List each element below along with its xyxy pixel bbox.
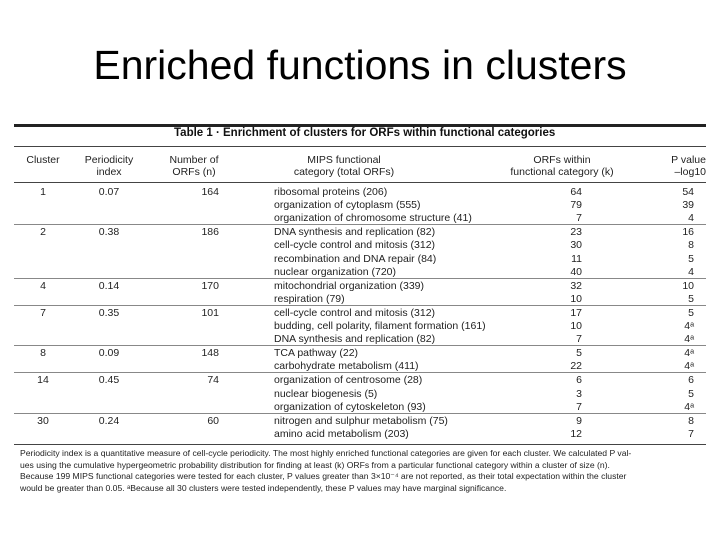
cell-p-value: 5: [688, 292, 694, 305]
header-p-value: P value –log10: [671, 154, 706, 178]
cell-k: 7: [576, 333, 582, 346]
cell-category: organization of cytoplasm (555): [274, 199, 421, 212]
table-row: [14, 360, 706, 372]
cell-p-value: 4ᵃ: [684, 320, 694, 332]
cell-p-value: 5: [688, 306, 694, 319]
table-row: [14, 307, 706, 319]
cell-p-value: 39: [682, 199, 694, 212]
cell-periodicity: 0.35: [98, 306, 120, 319]
cluster-separator: [14, 224, 706, 225]
cell-k: 10: [570, 320, 582, 332]
cell-category: organization of cytoskeleton (93): [274, 400, 426, 413]
cell-k: 12: [570, 427, 582, 440]
cell-periodicity: 0.07: [98, 186, 120, 198]
cell-k: 40: [570, 265, 582, 278]
table-row: [14, 388, 706, 400]
cell-p-value: 6: [688, 374, 694, 387]
cell-p-value: 16: [682, 226, 694, 239]
cell-p-value: 7: [688, 427, 694, 440]
cell-p-value: 5: [688, 387, 694, 400]
cell-number: 170: [201, 279, 219, 292]
slide-title: Enriched functions in clusters: [93, 42, 627, 88]
cell-periodicity: 0.24: [98, 414, 120, 427]
table-row: [14, 333, 706, 345]
table-row: [14, 347, 706, 359]
cell-k: 22: [570, 360, 582, 373]
cluster-separator: [14, 305, 706, 306]
table-caption: Table 1 · Enrichment of clusters for ORFs within functional categories: [174, 127, 556, 139]
table-row: [14, 280, 706, 292]
cell-number: 74: [207, 374, 219, 387]
cell-number: 148: [201, 347, 219, 360]
header-number: Number of ORFs (n): [169, 154, 219, 178]
cell-category: mitochondrial organization (339): [274, 279, 424, 292]
header-periodicity: Periodicity index: [84, 154, 134, 178]
cell-p-value: 8: [688, 414, 694, 427]
cell-k: 11: [571, 252, 582, 265]
table-row: [14, 199, 706, 211]
cell-category: nuclear biogenesis (5): [274, 387, 378, 400]
cell-category: TCA pathway (22): [274, 347, 359, 360]
cell-cluster: 1: [40, 186, 46, 198]
cell-category: budding, cell polarity, filament formation (161): [274, 320, 486, 332]
cell-category: amino acid metabolism (203): [274, 427, 409, 440]
table-row: [14, 266, 706, 278]
cluster-separator: [14, 413, 706, 414]
cell-periodicity: 0.09: [98, 347, 120, 360]
cell-p-value: 54: [682, 186, 694, 198]
cell-k: 3: [576, 387, 582, 400]
cell-periodicity: 0.14: [98, 279, 120, 292]
cell-cluster: 8: [40, 347, 46, 360]
cluster-separator: [14, 345, 706, 346]
cell-k: 79: [570, 199, 582, 212]
header-orfs-within: ORFs within functional category (k): [510, 154, 614, 178]
column-rule: [14, 182, 706, 183]
header-rule: [14, 146, 706, 147]
cell-k: 23: [570, 226, 582, 239]
cell-category: cell-cycle control and mitosis (312): [274, 239, 436, 252]
table-row: [14, 320, 706, 332]
cell-category: carbohydrate metabolism (411): [274, 360, 419, 373]
cell-category: organization of chromosome structure (41): [274, 212, 472, 225]
table-row: [14, 415, 706, 427]
cell-number: 60: [207, 414, 219, 427]
cell-category: nuclear organization (720): [274, 265, 396, 278]
cell-p-value: 8: [688, 239, 694, 252]
cell-p-value: 4: [688, 265, 694, 278]
cell-k: 5: [576, 347, 582, 360]
cell-k: 30: [570, 239, 582, 252]
cell-p-value: 4ᵃ: [684, 400, 694, 413]
cell-p-value: 4: [688, 212, 694, 225]
enrichment-table: [14, 124, 706, 497]
cell-category: ribosomal proteins (206): [274, 186, 388, 198]
cell-category: organization of centrosome (28): [274, 374, 423, 387]
table-row: [14, 374, 706, 386]
cell-p-value: 4ᵃ: [684, 360, 694, 373]
cell-k: 10: [570, 292, 582, 305]
cell-k: 6: [576, 374, 582, 387]
table-row: [14, 212, 706, 224]
cell-category: DNA synthesis and replication (82): [274, 226, 436, 239]
cell-p-value: 4ᵃ: [684, 333, 694, 346]
table-row: [14, 293, 706, 305]
cell-k: 7: [576, 212, 582, 225]
cell-category: nitrogen and sulphur metabolism (75): [274, 414, 448, 427]
cell-cluster: 2: [40, 226, 46, 239]
cell-p-value: 10: [682, 279, 694, 292]
cluster-separator: [14, 278, 706, 279]
table-footnote: Periodicity index is a quantitative measure of cell-cycle periodicity. The most highly enriched functional categories are given for each cluster. We calculated P val- ues using the cumulative hypergeometric probability distribution for finding at least (k) ORFs from a particular functional category within a cluster of size (n). Because 199 MIPS functional categories were tested for each cluster, P values greater than 3×10⁻⁴ are not reported, as their total expectation within the cluster would be greater than 0.05. ᵃBecause all 30 clusters were tested independently, these P values may have marginal significance.: [20, 448, 632, 493]
cell-periodicity: 0.45: [98, 374, 120, 387]
cell-k: 32: [570, 279, 582, 292]
cell-p-value: 4ᵃ: [684, 347, 694, 360]
cell-category: respiration (79): [274, 292, 345, 305]
table-row: [14, 401, 706, 413]
cell-cluster: 14: [37, 374, 49, 387]
table-row: [14, 253, 706, 265]
cell-k: 9: [576, 414, 582, 427]
table-bottom-rule: [14, 444, 706, 445]
cell-number: 101: [201, 306, 219, 319]
cell-category: DNA synthesis and replication (82): [274, 333, 436, 346]
table-row: [14, 226, 706, 238]
table-row: [14, 428, 706, 440]
cell-k: 7: [576, 400, 582, 413]
header-cluster: Cluster: [26, 154, 60, 166]
cell-cluster: 7: [40, 306, 46, 319]
header-mips: MIPS functional category (total ORFs): [293, 154, 395, 178]
cell-number: 186: [201, 226, 219, 239]
cell-cluster: 4: [40, 279, 46, 292]
cell-periodicity: 0.38: [98, 226, 120, 239]
cell-category: cell-cycle control and mitosis (312): [274, 306, 436, 319]
cell-number: 164: [201, 186, 219, 198]
cell-k: 64: [570, 186, 582, 198]
table-row: [14, 186, 706, 198]
cell-cluster: 30: [37, 414, 49, 427]
cell-category: recombination and DNA repair (84): [274, 252, 437, 265]
cluster-separator: [14, 372, 706, 373]
table-row: [14, 239, 706, 251]
cell-k: 17: [570, 306, 582, 319]
cell-p-value: 5: [688, 252, 694, 265]
